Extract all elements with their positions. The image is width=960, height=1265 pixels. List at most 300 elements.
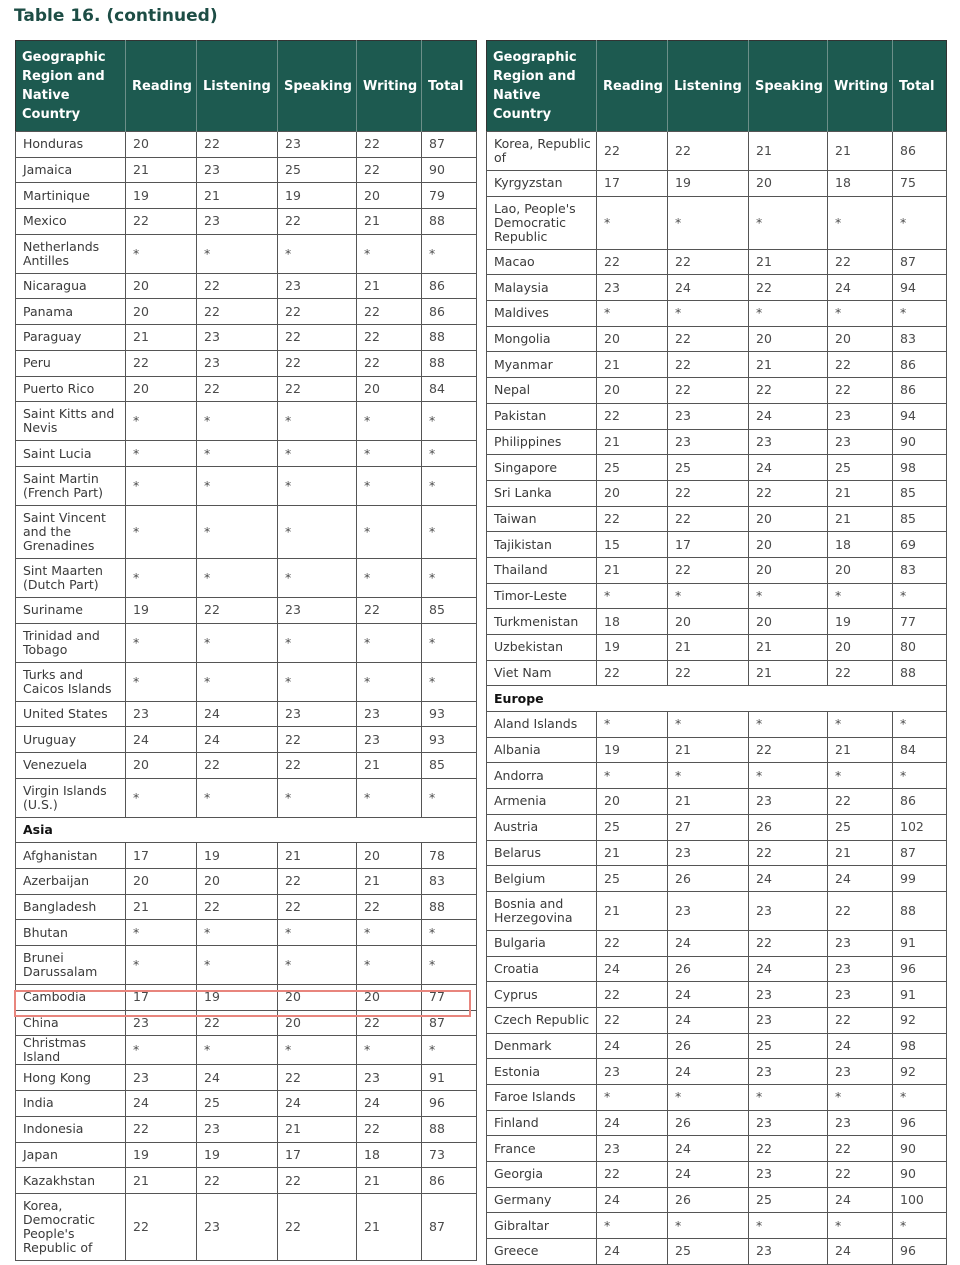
country-cell: Singapore [487,455,597,481]
table-row [487,557,947,583]
country-cell: Sri Lanka [487,480,597,506]
table-row [16,1065,477,1091]
speaking-cell: 22 [278,727,357,753]
country-cell: Philippines [487,429,597,455]
country-cell: Trinidad and Tobago [16,623,126,662]
table-row [487,378,947,404]
table-row [16,843,477,869]
speaking-cell: * [749,301,828,327]
country-cell: Bosnia and Herzegovina [487,891,597,930]
speaking-cell: 21 [749,660,828,686]
speaking-cell: 20 [749,506,828,532]
writing-cell: * [357,441,422,467]
country-cell: Austria [487,814,597,840]
total-cell: 86 [893,789,947,815]
header-row [16,41,477,132]
writing-cell: 22 [357,299,422,325]
reading-cell: 21 [597,840,668,866]
reading-cell: 22 [597,1162,668,1188]
total-cell: * [422,558,477,597]
table-row [487,132,947,171]
reading-cell: 20 [597,378,668,404]
country-cell: Finland [487,1110,597,1136]
table-row [487,403,947,429]
speaking-cell: 25 [278,157,357,183]
reading-cell: * [126,662,197,701]
total-cell: 90 [893,429,947,455]
table-row [16,752,477,778]
total-cell: * [422,402,477,441]
total-cell: 88 [422,350,477,376]
speaking-cell: 23 [749,891,828,930]
total-cell: * [422,441,477,467]
reading-cell: 21 [597,891,668,930]
country-cell: Taiwan [487,506,597,532]
total-cell: 86 [422,1168,477,1194]
speaking-cell: 21 [749,352,828,378]
country-cell: Honduras [16,132,126,158]
table-row [487,840,947,866]
listening-cell: 17 [668,532,749,558]
country-cell: Georgia [487,1162,597,1188]
table-row [487,635,947,661]
total-cell: 92 [893,1007,947,1033]
country-cell: Azerbaijan [16,869,126,895]
table-row [16,946,477,985]
listening-cell: 23 [197,1116,278,1142]
reading-cell: 25 [597,455,668,481]
country-cell: Malaysia [487,275,597,301]
table-row [16,209,477,235]
speaking-cell: 22 [749,378,828,404]
country-cell: Aland Islands [487,712,597,738]
listening-cell: 23 [668,429,749,455]
speaking-cell: 22 [278,376,357,402]
listening-cell: 19 [668,171,749,197]
listening-cell: 22 [197,132,278,158]
country-cell: France [487,1136,597,1162]
table-row [487,982,947,1008]
writing-cell: 23 [828,982,893,1008]
table-row [16,441,477,467]
reading-cell: 20 [597,480,668,506]
total-cell: 83 [893,557,947,583]
reading-cell: 20 [126,376,197,402]
reading-cell: 18 [597,609,668,635]
reading-cell: 24 [597,1187,668,1213]
header-total: Total [893,41,947,132]
listening-cell: 22 [668,480,749,506]
writing-cell: 24 [828,275,893,301]
listening-cell: 24 [197,701,278,727]
reading-cell: 19 [126,597,197,623]
table-row [16,1036,477,1065]
writing-cell: 22 [357,157,422,183]
country-cell: Macao [487,249,597,275]
speaking-cell: 23 [749,1110,828,1136]
speaking-cell: 20 [749,532,828,558]
reading-cell: 20 [126,752,197,778]
listening-cell: 21 [197,183,278,209]
speaking-cell: 23 [749,1059,828,1085]
speaking-cell: 22 [278,752,357,778]
table-row [16,376,477,402]
total-cell: 88 [893,891,947,930]
writing-cell: 21 [357,1168,422,1194]
reading-cell: 21 [126,157,197,183]
writing-cell: 22 [828,1007,893,1033]
total-cell: * [893,196,947,249]
country-cell: Suriname [16,597,126,623]
total-cell: 96 [893,1239,947,1265]
reading-cell: * [597,712,668,738]
speaking-cell: 21 [749,635,828,661]
writing-cell: * [828,301,893,327]
writing-cell: * [828,1085,893,1111]
listening-cell: 26 [668,1033,749,1059]
country-cell: Belgium [487,866,597,892]
table-row [487,609,947,635]
header-writing: Writing [357,41,422,132]
writing-cell: 22 [357,1010,422,1036]
table-row [487,930,947,956]
table-row [487,249,947,275]
country-cell: Jamaica [16,157,126,183]
writing-cell: 23 [828,429,893,455]
speaking-cell: 20 [749,557,828,583]
reading-cell: 22 [597,132,668,171]
speaking-cell: 22 [278,299,357,325]
listening-cell: 23 [197,350,278,376]
speaking-cell: 22 [749,930,828,956]
listening-cell: 24 [668,1162,749,1188]
writing-cell: 21 [357,209,422,235]
writing-cell: 22 [828,1162,893,1188]
total-cell: 88 [422,894,477,920]
listening-cell: * [197,946,278,985]
country-cell: Bhutan [16,920,126,946]
writing-cell: * [828,712,893,738]
total-cell: 86 [893,352,947,378]
country-cell: Armenia [487,789,597,815]
speaking-cell: 24 [749,866,828,892]
country-cell: Greece [487,1239,597,1265]
reading-cell: * [597,763,668,789]
listening-cell: * [197,662,278,701]
reading-cell: * [126,623,197,662]
total-cell: 90 [893,1136,947,1162]
listening-cell: 24 [197,1065,278,1091]
reading-cell: 23 [597,275,668,301]
writing-cell: 24 [828,1187,893,1213]
listening-cell: * [668,712,749,738]
header-listening: Listening [197,41,278,132]
table-row [16,1142,477,1168]
total-cell: 77 [422,985,477,1011]
writing-cell: 21 [357,752,422,778]
listening-cell: 22 [197,376,278,402]
country-cell: United States [16,701,126,727]
speaking-cell: 22 [278,209,357,235]
speaking-cell: 23 [749,982,828,1008]
writing-cell: 23 [828,1110,893,1136]
listening-cell: 22 [197,1168,278,1194]
speaking-cell: 22 [278,350,357,376]
listening-cell: 22 [197,894,278,920]
country-cell: Mexico [16,209,126,235]
speaking-cell: 22 [278,1168,357,1194]
writing-cell: 20 [828,557,893,583]
total-cell: 84 [893,737,947,763]
table-row [487,956,947,982]
writing-cell: 24 [357,1091,422,1117]
country-cell: Virgin Islands (U.S.) [16,778,126,817]
table-row [16,234,477,273]
table-row [16,727,477,753]
total-cell: * [422,662,477,701]
reading-cell: 20 [597,789,668,815]
listening-cell: 22 [197,597,278,623]
writing-cell: 23 [828,403,893,429]
country-cell: Brunei Darussalam [16,946,126,985]
table-row [16,325,477,351]
country-cell: Nicaragua [16,273,126,299]
country-cell: Venezuela [16,752,126,778]
speaking-cell: 21 [749,132,828,171]
total-cell: 88 [422,209,477,235]
speaking-cell: 21 [749,249,828,275]
table-row [16,558,477,597]
speaking-cell: 19 [278,183,357,209]
total-cell: * [893,1085,947,1111]
speaking-cell: 20 [278,985,357,1011]
writing-cell: 21 [828,840,893,866]
country-cell: Korea, Republic of [487,132,597,171]
speaking-cell: 24 [278,1091,357,1117]
country-cell: Nepal [487,378,597,404]
speaking-cell: * [749,196,828,249]
speaking-cell: 23 [749,429,828,455]
writing-cell: 23 [828,956,893,982]
table-body-left [16,132,477,1261]
table-row [487,1085,947,1111]
writing-cell: * [357,920,422,946]
total-cell: 88 [422,325,477,351]
writing-cell: 22 [357,1116,422,1142]
listening-cell: 21 [668,789,749,815]
table-row [487,532,947,558]
listening-cell: 26 [668,1110,749,1136]
speaking-cell: * [278,505,357,558]
table-row [487,660,947,686]
country-cell: Puerto Rico [16,376,126,402]
reading-cell: * [597,196,668,249]
reading-cell: 21 [126,1168,197,1194]
total-cell: 86 [893,378,947,404]
listening-cell: 20 [197,869,278,895]
total-cell: 93 [422,727,477,753]
speaking-cell: 22 [278,1193,357,1260]
table-row [16,1116,477,1142]
total-cell: 75 [893,171,947,197]
writing-cell: 22 [828,1136,893,1162]
reading-cell: 20 [126,273,197,299]
writing-cell: 20 [357,985,422,1011]
reading-cell: 22 [597,403,668,429]
writing-cell: 24 [828,1033,893,1059]
speaking-cell: 20 [278,1010,357,1036]
country-cell: India [16,1091,126,1117]
header-total: Total [422,41,477,132]
table-row [487,1110,947,1136]
country-cell: Saint Martin (French Part) [16,466,126,505]
country-cell: China [16,1010,126,1036]
country-cell: Thailand [487,557,597,583]
speaking-cell: * [278,1036,357,1065]
listening-cell: 22 [668,132,749,171]
listening-cell: 22 [668,557,749,583]
table-row [487,429,947,455]
listening-cell: 22 [197,299,278,325]
country-cell: Kazakhstan [16,1168,126,1194]
writing-cell: 22 [828,249,893,275]
table-row [16,985,477,1011]
total-cell: 94 [893,403,947,429]
reading-cell: * [126,441,197,467]
writing-cell: 22 [357,350,422,376]
total-cell: 87 [893,840,947,866]
country-cell: Belarus [487,840,597,866]
speaking-cell: 26 [749,814,828,840]
total-cell: 96 [893,1110,947,1136]
listening-cell: * [197,234,278,273]
writing-cell: 24 [828,866,893,892]
country-cell: Bangladesh [16,894,126,920]
reading-cell: 17 [597,171,668,197]
table-row [16,350,477,376]
total-cell: 87 [422,1010,477,1036]
table-row [487,196,947,249]
listening-cell: * [668,1085,749,1111]
total-cell: 102 [893,814,947,840]
total-cell: 79 [422,183,477,209]
speaking-cell: 23 [749,1239,828,1265]
writing-cell: 20 [357,183,422,209]
reading-cell: 22 [597,982,668,1008]
header-speaking: Speaking [749,41,828,132]
total-cell: * [893,712,947,738]
country-cell: Germany [487,1187,597,1213]
listening-cell: 22 [668,352,749,378]
listening-cell: 22 [668,326,749,352]
country-cell: Sint Maarten (Dutch Part) [16,558,126,597]
speaking-cell: 22 [749,275,828,301]
listening-cell: 25 [668,1239,749,1265]
listening-cell: 26 [668,956,749,982]
writing-cell: * [357,402,422,441]
table-row [16,132,477,158]
country-cell: Faroe Islands [487,1085,597,1111]
reading-cell: 25 [597,814,668,840]
speaking-cell: 20 [749,326,828,352]
speaking-cell: 22 [278,894,357,920]
table-row [487,1213,947,1239]
writing-cell: * [828,196,893,249]
total-cell: 87 [422,132,477,158]
writing-cell: 21 [357,273,422,299]
table-row [487,275,947,301]
total-cell: * [893,301,947,327]
speaking-cell: * [278,920,357,946]
reading-cell: 17 [126,985,197,1011]
table-row [487,1162,947,1188]
speaking-cell: 22 [749,840,828,866]
listening-cell: 23 [197,209,278,235]
speaking-cell: * [278,778,357,817]
table-row [487,352,947,378]
reading-cell: 22 [597,249,668,275]
country-cell: Saint Lucia [16,441,126,467]
total-cell: * [893,583,947,609]
country-cell: Denmark [487,1033,597,1059]
country-cell: Pakistan [487,403,597,429]
listening-cell: 24 [668,1136,749,1162]
table-row [487,480,947,506]
reading-cell: 22 [126,209,197,235]
total-cell: * [422,505,477,558]
reading-cell: 20 [126,869,197,895]
listening-cell: * [197,441,278,467]
speaking-cell: 23 [749,1162,828,1188]
total-cell: 77 [893,609,947,635]
speaking-cell: * [278,662,357,701]
reading-cell: 23 [597,1059,668,1085]
writing-cell: * [357,558,422,597]
country-cell: Croatia [487,956,597,982]
reading-cell: * [126,466,197,505]
country-cell: Paraguay [16,325,126,351]
speaking-cell: * [278,466,357,505]
speaking-cell: * [278,623,357,662]
listening-cell: 23 [668,891,749,930]
writing-cell: * [357,505,422,558]
total-cell: * [422,946,477,985]
writing-cell: 18 [357,1142,422,1168]
country-cell: Viet Nam [487,660,597,686]
table-row [16,183,477,209]
total-cell: 83 [422,869,477,895]
reading-cell: * [597,301,668,327]
listening-cell: 24 [668,1007,749,1033]
region-row [16,817,477,843]
writing-cell: * [357,662,422,701]
total-cell: 85 [422,752,477,778]
table-row [16,623,477,662]
reading-cell: 22 [597,1007,668,1033]
writing-cell: 23 [357,1065,422,1091]
reading-cell: * [126,946,197,985]
country-cell: Czech Republic [487,1007,597,1033]
total-cell: * [893,763,947,789]
listening-cell: 23 [197,157,278,183]
country-cell: Martinique [16,183,126,209]
country-cell: Maldives [487,301,597,327]
writing-cell: 22 [828,789,893,815]
total-cell: 73 [422,1142,477,1168]
total-cell: 88 [422,1116,477,1142]
listening-cell: 21 [668,635,749,661]
region-row [487,686,947,712]
